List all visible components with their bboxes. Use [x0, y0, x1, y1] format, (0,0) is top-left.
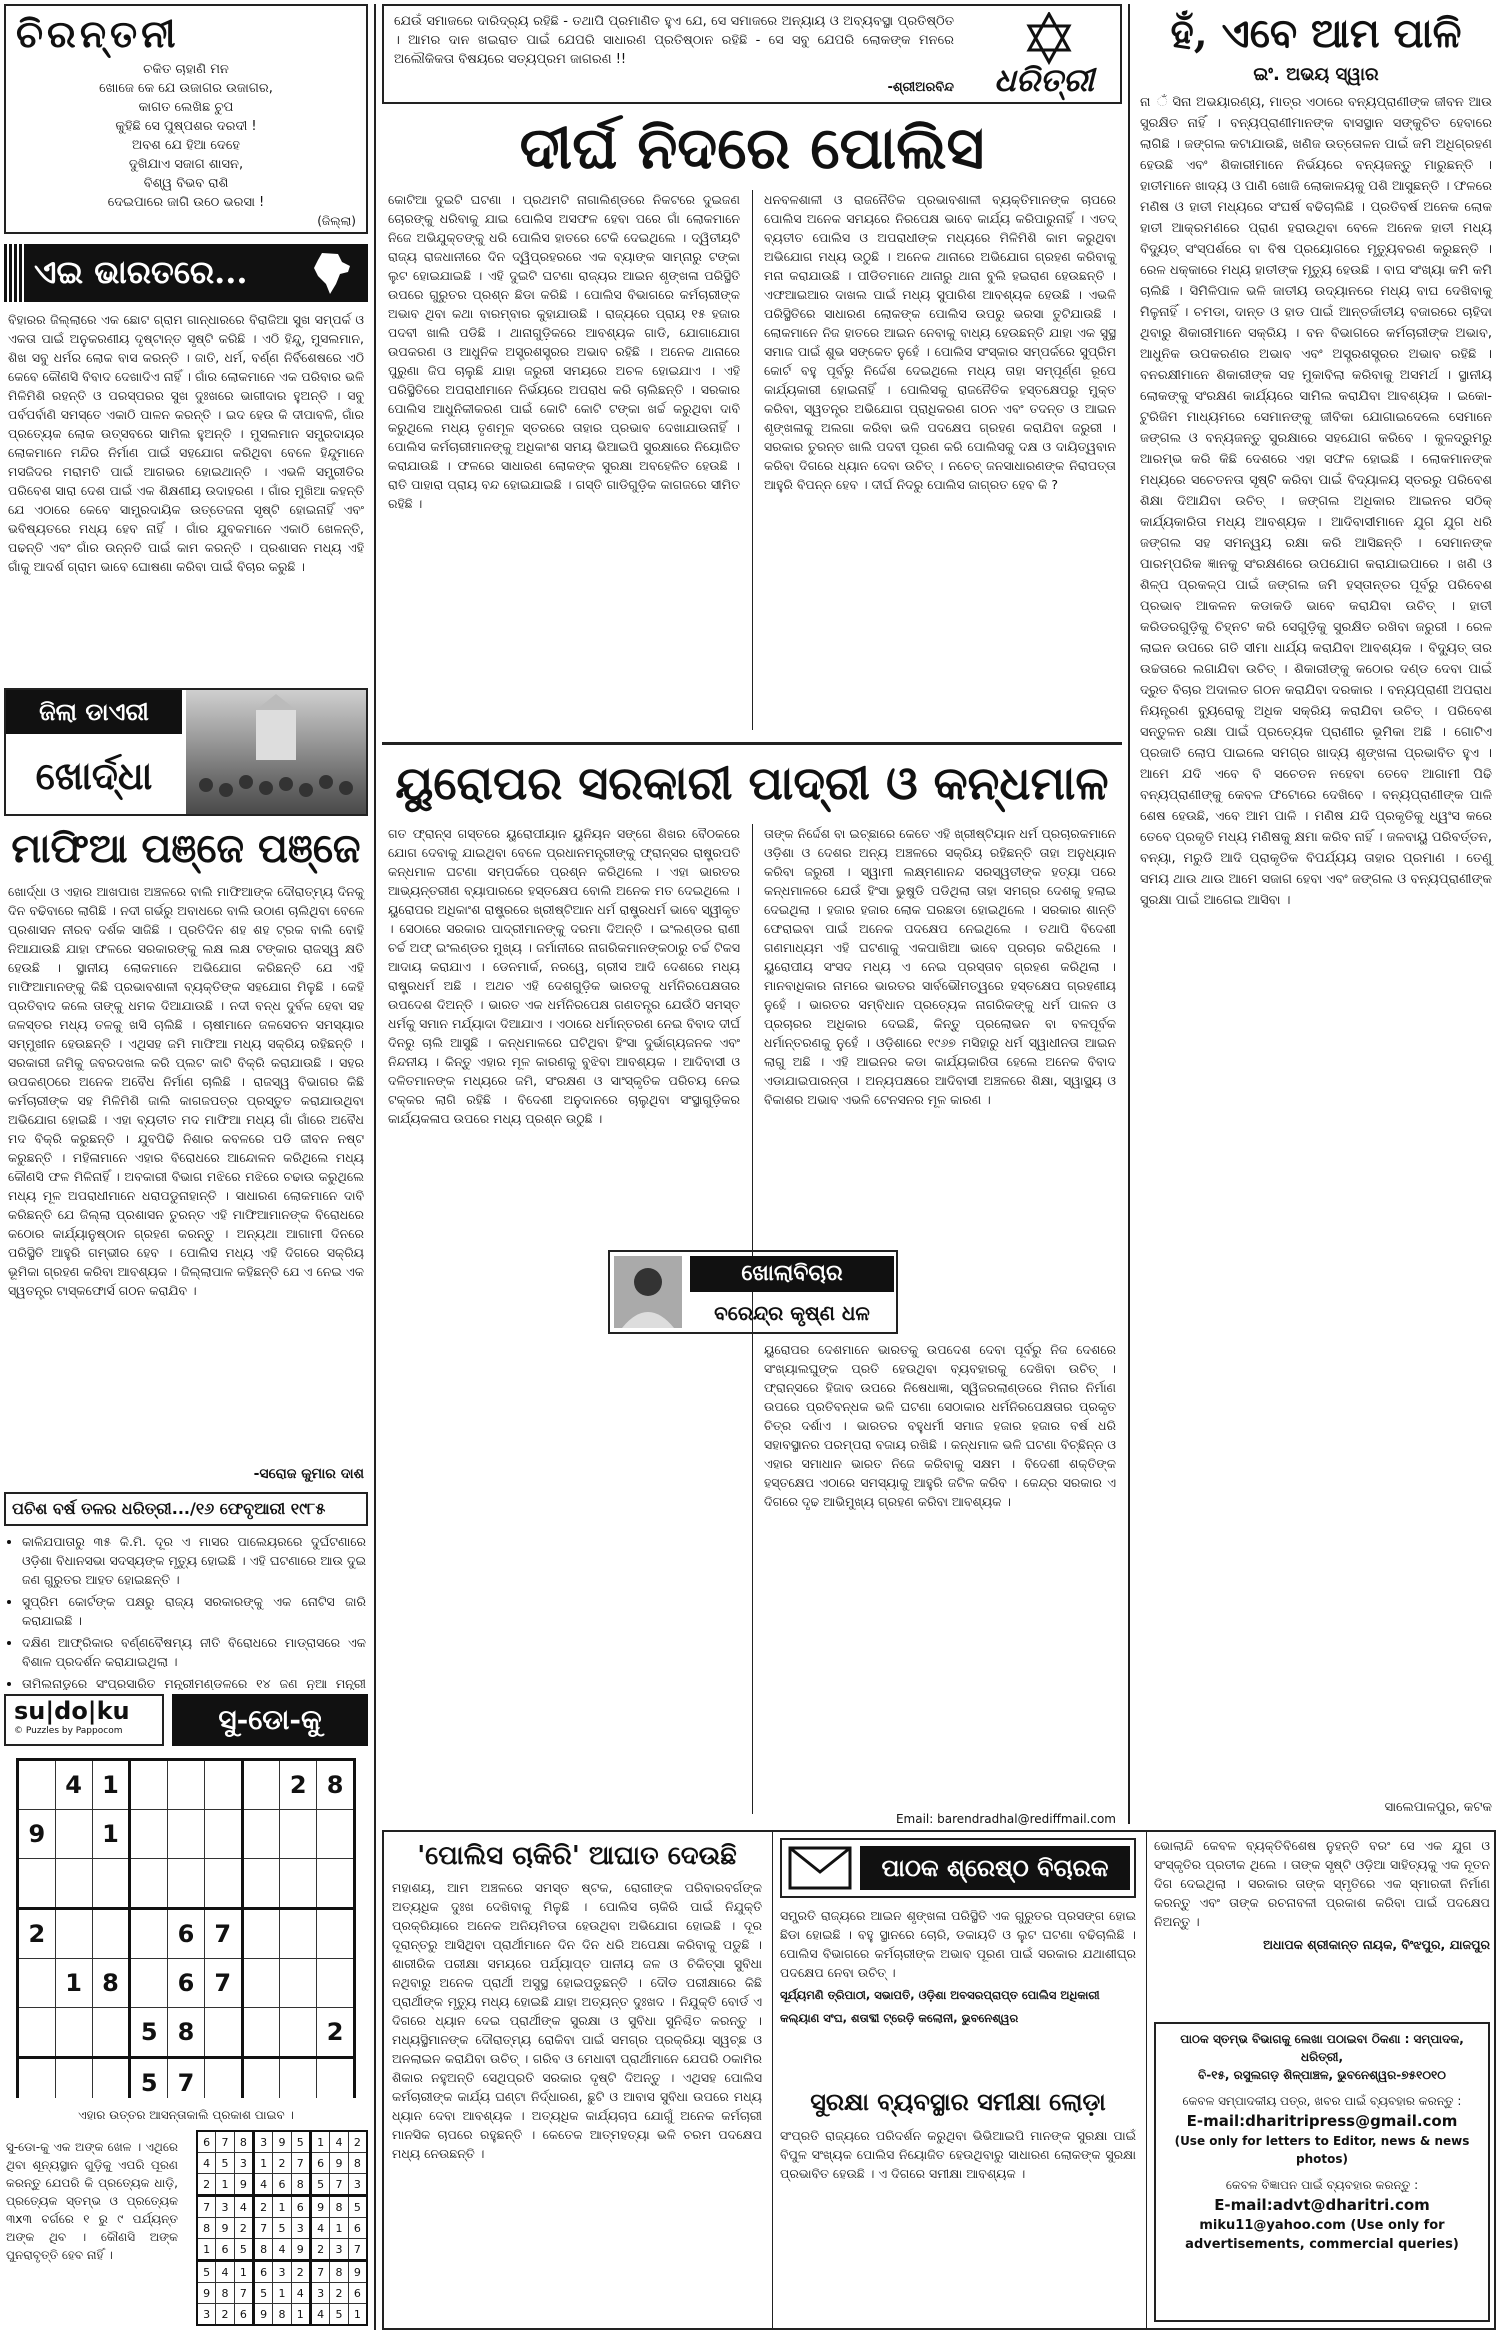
sudoku-cell[interactable]: 6: [168, 1959, 205, 2008]
editorial-col-1: [384, 190, 744, 736]
sudoku-prev-cell: 3: [348, 2174, 367, 2196]
sudoku-prev-cell: 7: [234, 2283, 253, 2304]
sudoku-cell[interactable]: [55, 2058, 92, 2099]
sudoku-cell[interactable]: [280, 1909, 317, 1959]
right-headline: ହଁ, ଏବେ ଆମ ପାଳି: [1170, 10, 1462, 57]
sudoku-cell[interactable]: 2: [317, 2008, 355, 2058]
pachisha-item: • ସୁପ୍ରିମ କୋର୍ଟଙ୍କ ପକ୍ଷରୁ ରାଜ୍ୟ ସରକାରଙ୍କୁ ଏକ ନୋଟିସ ଜାରି କରାଯାଇଛି ।: [22, 1592, 366, 1630]
sudoku-cell[interactable]: [92, 2008, 130, 2058]
editorial-headline: ଦୀର୍ଘ ନିଦରେ ପୋଲିସ: [519, 114, 985, 182]
sudoku-header: [4, 1694, 368, 1746]
pathaka-headline2: ସୁରକ୍ଷା ବ୍ୟବସ୍ଥାର ସମୀକ୍ଷା ଲୋଡ଼ା: [810, 2087, 1106, 2116]
dharitri-masthead: ଧରିତ୍ରୀ: [994, 61, 1094, 99]
sudoku-prev-cell: 1: [197, 2239, 216, 2261]
sudoku-prev-cell: 2: [197, 2174, 216, 2196]
sudoku-prev-cell: 2: [330, 2283, 348, 2304]
sudoku-logo-sub: © Puzzles by Pappocom: [14, 1726, 123, 1736]
sudoku-prev-cell: 5: [291, 2131, 310, 2153]
contact-note1: କେବଳ ସମ୍ପାଦକୀୟ ପତ୍ର, ଖବର ପାଇଁ ବ୍ୟବହାର କରନ୍ତୁ :: [1182, 2094, 1462, 2108]
sudoku-cell[interactable]: [18, 2058, 56, 2099]
sudoku-prev-cell: 4: [197, 2153, 216, 2174]
sudoku-prev-cell: 4: [273, 2239, 291, 2261]
sudoku-prev-cell: 1: [348, 2304, 367, 2326]
sudoku-cell[interactable]: 8: [317, 1760, 355, 1810]
sudoku-prev-cell: 9: [234, 2174, 253, 2196]
ei-bharatare-body: ବିହାରର ଜିଲ୍ଲାରେ ଏକ ଛୋଟ ଗ୍ରାମ ଗାନ୍ଧାରରେ ବିରାଜିଆ ସୁଖ ସମ୍ପର୍କ ଓ ଏକତା ପାଇଁ ଅନୁକରଣୀୟ ଦୃଷ୍ଟାନ୍ତ ସୃଷ୍ଟି କରିଛି । ଏଠି ହିନ୍ଦୁ, ମୁସଲମାନ, ଶିଖ ସବୁ ଧର୍ମର ଲୋକ ବାସ କରନ୍ତି । ଜାତି, ଧର୍ମ, ବର୍ଣ୍ଣ ନିର୍ବିଶେଷରେ ଏଠି କେବେ କୌଣସି ବିବାଦ ଦେଖାଦିଏ ନାହିଁ । ଗାଁର ଲୋକମାନେ ଏକ ପରିବାର ଭଳି ମିଳିମିଶି ରହନ୍ତି ଓ ପରସ୍ପରର ସୁଖ ଦୁଃଖରେ ଭାଗୀଦାର ହୁଅନ୍ତି । ସବୁ ପର୍ବପର୍ବାଣି ସମସ୍ତେ ଏକାଠି ପାଳନ କରନ୍ତି । ଇଦ ହେଉ କି ଦୀପାବଳି, ଗାଁର ପ୍ରତ୍ୟେକ ଲୋକ ଉତ୍ସବରେ ସାମିଲ ହୁଅନ୍ତି । ମୁସଲମାନ ସମ୍ପ୍ରଦାୟର ଲୋକମାନେ ମନ୍ଦିର ନିର୍ମାଣ ପାଇଁ ସହଯୋଗ କରିଥିବା ବେଳେ ହିନ୍ଦୁମାନେ ମସଜିଦର ମରାମତି ପାଇଁ ଆଗଭର ହୋଇଥାନ୍ତି । ଏଭଳି ସମ୍ପ୍ରୀତିର ପରିବେଶ ସାରା ଦେଶ ପାଇଁ ଏକ ଶିକ୍ଷଣୀୟ ଉଦାହରଣ । ଗାଁର ମୁଖିଆ କହନ୍ତି ଯେ ଏଠାରେ କେବେ ସାମ୍ପ୍ରଦାୟିକ ଉତ୍ତେଜନା ସୃଷ୍ଟି ହୋଇନାହିଁ ଏବଂ ଭବିଷ୍ୟତରେ ମଧ୍ୟ ହେବ ନାହିଁ । ଗାଁର ଯୁବକମାନେ ଏକାଠି ଖେଳନ୍ତି, ପଢନ୍ତି ଏବଂ ଗାଁର ଉନ୍ନତି ପାଇଁ କାମ କରନ୍ତି । ପ୍ରଶାସନ ମଧ୍ୟ ଏହି ଗାଁକୁ ଆଦର୍ଶ ଗ୍ରାମ ଭାବେ ଘୋଷଣା କରିବା ପାଇଁ ବିଚାର କରୁଛି ।: [8, 312, 364, 574]
sudoku-cell[interactable]: 7: [204, 1959, 242, 2008]
contact-box: [1154, 2022, 1490, 2322]
europe-body-3: ୟୁରୋପର ଦେଶମାନେ ଭାରତକୁ ଉପଦେଶ ଦେବା ପୂର୍ବରୁ ନିଜ ଦେଶରେ ସଂଖ୍ୟାଲଘୁଙ୍କ ପ୍ରତି ହେଉଥିବା ବ୍ୟବହାରକୁ ଦେଖିବା ଉଚିତ୍ । ଫ୍ରାନ୍ସରେ ହିଜାବ ଉପରେ ନିଷେଧାଜ୍ଞା, ସ୍ୱିଜରଲାଣ୍ଡରେ ମିନାର ନିର୍ମାଣ ଉପରେ ପ୍ରତିବନ୍ଧକ ଭଳି ଘଟଣା ସେଠାକାର ଧର୍ମନିରପେକ୍ଷତାର ପ୍ରକୃତ ଚିତ୍ର ଦର୍ଶାଏ । ଭାରତର ବହୁଧର୍ମୀ ସମାଜ ହଜାର ହଜାର ବର୍ଷ ଧରି ସହାବସ୍ଥାନର ପରମ୍ପରା ବଜାୟ ରଖିଛି । କନ୍ଧମାଳ ଭଳି ଘଟଣା ବିଚ୍ଛିନ୍ନ ଓ ଏହାର ସମାଧାନ ଭାରତ ନିଜେ କରିବାକୁ ସକ୍ଷମ । ବିଦେଶୀ ଶକ୍ତିଙ୍କ ହସ୍ତକ୍ଷେପ ଏଠାରେ ସମସ୍ୟାକୁ ଆହୁରି ଜଟିଳ କରିବ । କେନ୍ଦ୍ର ସରକାର ଏ ଦିଗରେ ଦୃଢ ଆଭିମୁଖ୍ୟ ଗ୍ରହଣ କରିବା ଆବଶ୍ୟକ ।: [764, 1342, 1116, 1509]
sudoku-prev-cell: 6: [273, 2174, 291, 2196]
sudoku-cell[interactable]: [18, 1859, 56, 1909]
sudoku-cell[interactable]: [55, 1909, 92, 1959]
envelope-icon: [788, 1846, 852, 1890]
chirantani-line: ଖୋଜେ କେ ଯେ ଉଜାଗର ଉଜାଗର,: [99, 81, 273, 96]
sudoku-prev-cell: 8: [216, 2283, 234, 2304]
sudoku-prev-cell: 3: [310, 2283, 329, 2304]
sudoku-prev-cell: 3: [234, 2153, 253, 2174]
sudoku-prev-cell: 8: [253, 2239, 272, 2261]
chirantani-line: ଅବଶ ଯେ ହିଆ ଦେହେ: [132, 138, 240, 153]
zilla-diary-box: [4, 688, 368, 816]
pathaka-body2: ସଂପ୍ରତି ରାଜ୍ୟରେ ପରିଦର୍ଶନ କରୁଥିବା ଭିଭିଆଇପି ମାନଙ୍କ ସୁରକ୍ଷା ପାଇଁ ବିପୁଳ ସଂଖ୍ୟକ ପୋଲିସ ନିୟୋଜିତ ହେଉଥିବାରୁ ସାଧାରଣ ଲୋକଙ୍କ ସୁରକ୍ଷା ପ୍ରଭାବିତ ହେଉଛି । ଏ ଦିଗରେ ସମୀକ୍ଷା ଆବଶ୍ୟକ ।: [780, 2128, 1136, 2181]
sudoku-prev-cell: 7: [348, 2239, 367, 2261]
sudoku-prev-cell: 1: [216, 2174, 234, 2196]
ei-bharatare-banner: [4, 244, 368, 302]
police-job-headline: 'ପୋଲିସ ଚାକିରି' ଆଘାତ ଦେଉଛି: [417, 1841, 737, 1871]
sudoku-prev-grid: [196, 2130, 368, 2326]
ei-bharatare-body-wrap: [4, 308, 368, 682]
sudoku-cell[interactable]: 1: [92, 1760, 130, 1810]
right-byline: ଇଂ. ଅଭୟ ସ୍ୱାର: [1253, 64, 1379, 85]
quote-author: -ଶ୍ରୀଅରବିନ୍ଦ: [887, 80, 954, 95]
contact-note2: କେବଳ ବିଜ୍ଞାପନ ପାଇଁ ବ୍ୟବହାର କରନ୍ତୁ :: [1225, 2178, 1419, 2192]
sudoku-prev-cell: 7: [253, 2218, 272, 2239]
contact-email3[interactable]: miku11@yahoo.com (Use only for advertisements, commercial queries): [1185, 2218, 1459, 2252]
sudoku-prev-cell: 9: [216, 2218, 234, 2239]
chirantani-box: [4, 4, 368, 234]
sudoku-prev-cell: 6: [234, 2304, 253, 2326]
europe-author: ବରେନ୍ଦ୍ର କୃଷ୍ଣ ଧଳ: [714, 1301, 870, 1325]
sudoku-prev-cell: 8: [234, 2131, 253, 2153]
contact-email1-note: (Use only for letters to Editor, news & news photos): [1174, 2134, 1470, 2166]
sudoku-prev-cell: 7: [310, 2261, 329, 2283]
zilla-diary-photo: [186, 690, 368, 814]
sudoku-prev-cell: 1: [273, 2283, 291, 2304]
sudoku-cell[interactable]: 6: [168, 1909, 205, 1959]
pathaka-banner: [780, 1838, 1136, 1898]
police-job-body-wrap: [392, 1878, 762, 2322]
chirantani-line: ଦେଇପାରେ ଜାଗି ଉଠେ ଭରସା !: [107, 195, 265, 210]
sudoku-cell[interactable]: 1: [92, 1810, 130, 1859]
sudoku-cell[interactable]: 7: [168, 2058, 205, 2099]
sudoku-cell[interactable]: [242, 1909, 280, 1959]
chirantani-title: ଚିରନ୍ତନୀ: [16, 11, 180, 56]
pachisha-item: • କାଳିଯପାତାରୁ ୩୫ କି.ମି. ଦୂର ଏ ମାସର ପାଲେୟରରେ ଦୁର୍ଘଟଣାରେ ଓଡ଼ିଶା ବିଧାନସଭା ସଦସ୍ୟଙ୍କ ମୃତ୍ୟୁ ହୋଇଛି । ଏହି ଘଟଣାରେ ଆଉ ଦୁଇ ଜଣ ଗୁରୁତର ଆହତ ହୋଇଛନ୍ତି ।: [22, 1532, 366, 1589]
chirantani-line: ବିଶ୍ୱ ବିଭବ ରାଶି: [143, 176, 229, 191]
sudoku-prev-cell: 6: [216, 2239, 234, 2261]
sudoku-prev-cell: 4: [310, 2304, 329, 2326]
sudoku-prev-cell: 1: [291, 2304, 310, 2326]
sudoku-cell[interactable]: [18, 1959, 56, 2008]
sudoku-prev-cell: 8: [330, 2261, 348, 2283]
sudoku-prev-cell: 1: [310, 2131, 329, 2153]
sudoku-prev-cell: 6: [197, 2131, 216, 2153]
sudoku-cell[interactable]: [55, 1810, 92, 1859]
sudoku-cell[interactable]: [92, 1909, 130, 1959]
sudoku-cell[interactable]: [92, 2058, 130, 2099]
sudoku-cell[interactable]: [317, 1859, 355, 1909]
sudoku-cell[interactable]: [242, 1959, 280, 2008]
sudoku-prev-cell: 1: [234, 2261, 253, 2283]
europe-email: Email: barendradhal@rediffmail.com: [895, 1812, 1116, 1826]
sudoku-cell[interactable]: [55, 1859, 92, 1909]
zilla-diary-label: ଜିଲା ଡାଏରୀ: [6, 690, 182, 734]
sudoku-prev-cell: 7: [216, 2131, 234, 2153]
sudoku-grid[interactable]: [16, 1758, 356, 2098]
sudoku-prev-cell: 2: [291, 2261, 310, 2283]
sudoku-prev-cell: 3: [253, 2131, 272, 2153]
sudoku-prev-cell: 9: [273, 2131, 291, 2153]
pachisha-list-wrap: [4, 1530, 368, 1690]
sudoku-prev-cell: 9: [291, 2239, 310, 2261]
sudoku-cell[interactable]: [317, 1959, 355, 2008]
sudoku-cell[interactable]: [168, 1810, 205, 1859]
sudoku-cell[interactable]: [92, 1859, 130, 1909]
sudoku-prev-cell: 4: [330, 2131, 348, 2153]
sudoku-cell[interactable]: 5: [130, 2058, 168, 2099]
sudoku-cell[interactable]: [130, 1859, 168, 1909]
sudoku-cell[interactable]: [130, 1810, 168, 1859]
europe-col-2: [760, 824, 1120, 1244]
sudoku-cell[interactable]: [317, 1909, 355, 1959]
right-letter-signer: ଅଧାପକ ଶ୍ରୀକାନ୍ତ ନାୟକ, ବିଂଝପୁର, ଯାଜପୁର: [1263, 1937, 1490, 1952]
sudoku-cell[interactable]: 4: [55, 1760, 92, 1810]
sudoku-cell[interactable]: [280, 1859, 317, 1909]
mafia-body-wrap: [4, 880, 368, 1460]
right-letter-wrap: [1154, 1836, 1490, 2004]
letters-section: [382, 1830, 1496, 2330]
sudoku-cell[interactable]: [317, 2058, 355, 2099]
quote-text: ଯେଉଁ ସମାଜରେ ଦାରିଦ୍ର୍ୟ ରହିଛି - ତଥାପି ପ୍ରମାଣିତ ହୁଏ ଯେ, ସେ ସମାଜରେ ଅନ୍ୟାୟ ଓ ଅବ୍ୟବସ୍ଥା ପ୍ରତିଷ୍ଠିତ । ଆମର ଦାନ ଖଇରାତ ପାଇଁ ଯେପରି ସାଧାରଣ ପ୍ରତିଷ୍ଠାନ ରହିଛି - ସେ ସବୁ ଯେପରି ଲୋକଙ୍କ ମନରେ ଅଲୌକିକତା ବିଷୟରେ ସତ୍ୟପ୍ରମ ଜାଗରଣ !!: [394, 14, 954, 67]
sudoku-prev-cell: 9: [330, 2153, 348, 2174]
sudoku-prev-cell: 3: [273, 2261, 291, 2283]
sudoku-prev-cell: 5: [330, 2304, 348, 2326]
police-job-signer: ସୂର୍ଯ୍ୟମଣି ତ୍ରିପାଠୀ, ସଭାପତି, ଓଡ଼ିଶା ଅବସରପ୍ରାପ୍ତ ପୋଲିସ ଅଧିକାରୀ: [780, 1988, 1100, 2002]
sudoku-prev-cell: 5: [216, 2153, 234, 2174]
author-photo: [614, 1256, 682, 1328]
sudoku-cell[interactable]: [280, 2058, 317, 2099]
sudoku-prev-cell: 5: [234, 2239, 253, 2261]
sudoku-prev-cell: 5: [253, 2283, 272, 2304]
sudoku-cell[interactable]: [204, 1760, 242, 1810]
europe-headline: ୟୁରୋପର ସରକାରୀ ପାଦ୍ରୀ ଓ କନ୍ଧମାଳ: [395, 756, 1109, 810]
sudoku-cell[interactable]: [130, 1959, 168, 2008]
pathaka-body-wrap: [780, 1906, 1136, 2076]
sudoku-cell[interactable]: [317, 1810, 355, 1859]
sudoku-prev-cell: 4: [253, 2174, 272, 2196]
sudoku-prev-cell: 9: [310, 2196, 329, 2218]
sudoku-prev-cell: 8: [348, 2153, 367, 2174]
contact-intro: ପାଠକ ସ୍ତମ୍ଭ ବିଭାଗକୁ ଲେଖା ପଠାଇବା ଠିକଣା : ସମ୍ପାଦକ, ଧରିତ୍ରୀ,: [1180, 2032, 1464, 2064]
europe-col-3: [760, 1340, 1120, 1796]
sudoku-logo: su|do|ku: [14, 1697, 130, 1725]
sudoku-cell[interactable]: [18, 2008, 56, 2058]
sudoku-prev-cell: 6: [348, 2283, 367, 2304]
sudoku-prev-cell: 2: [310, 2239, 329, 2261]
sudoku-prev-cell: 9: [253, 2304, 272, 2326]
sudoku-prev-cell: 8: [291, 2174, 310, 2196]
khola-bichara-label: ଖୋଲାବିଚାର: [690, 1256, 894, 1292]
chirantani-line: ଦୁଖିଯାଏ ସଜାଗ ଶାସନ,: [128, 157, 244, 172]
pathaka-title: ପାଠକ ଶ୍ରେଷ୍ଠ ବିଚାରକ: [860, 1846, 1130, 1890]
sudoku-prev-cell: 6: [253, 2261, 272, 2283]
chirantani-line: କାଗତ ଲେଖିଛ ଚୁପ: [138, 100, 234, 115]
sudoku-cell[interactable]: [130, 1760, 168, 1810]
india-map-icon: [308, 250, 354, 296]
sudoku-answer-note: ଏହାର ଉତ୍ତର ଆସନ୍ତାକାଲି ପ୍ରକାଶ ପାଇବ ।: [78, 2108, 294, 2122]
chirantani-credit: (ଜିଲ୍ଲା): [317, 214, 356, 228]
sudoku-cell[interactable]: 9: [18, 1810, 56, 1859]
sudoku-cell[interactable]: [242, 1760, 280, 1810]
sudoku-cell[interactable]: 5: [130, 2008, 168, 2058]
sudoku-prev-cell: 7: [291, 2153, 310, 2174]
khola-bichara-box: [608, 1250, 898, 1334]
sudoku-cell[interactable]: [242, 2008, 280, 2058]
chirantani-line: ଚକିତ ଚାହାଣି ମନ: [143, 62, 229, 77]
sudoku-rules-wrap: [4, 2136, 180, 2332]
pachisha-title-box: [4, 1492, 368, 1526]
sudoku-cell[interactable]: [204, 1810, 242, 1859]
sudoku-prev-cell: 2: [253, 2196, 272, 2218]
police-job-signer2: କଲ୍ୟାଣ ସଂଘ, ଶତାବ୍ଦୀ ଟ୍ରେଡ଼ି କଲୋନୀ, ଭୁବନେଶ୍ୱର: [780, 2011, 1019, 2025]
sudoku-prev-cell: 5: [310, 2174, 329, 2196]
sudoku-cell[interactable]: [55, 2008, 92, 2058]
sudoku-cell[interactable]: [280, 1959, 317, 2008]
editorial-body-2: ଧନବଳଶାଳୀ ଓ ରାଜନୈତିକ ପ୍ରଭାବଶାଳୀ ବ୍ୟକ୍ତିମାନଙ୍କ ଚାପରେ ପୋଲିସ ଅନେକ ସମୟରେ ନିରପେକ୍ଷ ଭାବେ କାର୍ଯ୍ୟ କରିପାରୁନାହିଁ । ଏତଦ୍ ବ୍ୟତୀତ ପୋଲିସ ଓ ଅପରାଧୀଙ୍କ ମଧ୍ୟରେ ମିଳିମିଶି କାମ କରୁଥିବା ଅଭିଯୋଗ ମଧ୍ୟ ଉଠୁଛି । ଅନେକ ଥାନାରେ ଅଭିଯୋଗ ଗ୍ରହଣ କରିବାକୁ ମନା କରାଯାଉଛି । ପୀଡିତମାନେ ଥାନାରୁ ଥାନା ବୁଲି ହଇରାଣ ହେଉଛନ୍ତି । ଏଫଆଇଆର ଦାଖଲ ପାଇଁ ମଧ୍ୟ ସୁପାରିଶ ଆବଶ୍ୟକ ହେଉଛି । ଏଭଳି ପରିସ୍ଥିତିରେ ସାଧାରଣ ଲୋକଙ୍କ ପୋଲିସ ଉପରୁ ଭରସା ତୁଟିଯାଉଛି । ଲୋକମାନେ ନିଜ ହାତରେ ଆଇନ ନେବାକୁ ବାଧ୍ୟ ହେଉଛନ୍ତି ଯାହା ଏକ ସୁସ୍ଥ ସମାଜ ପାଇଁ ଶୁଭ ସଙ୍କେତ ନୁହେଁ । ପୋଲିସ ସଂସ୍କାର ସମ୍ପର୍କରେ ସୁପ୍ରିମ କୋର୍ଟ ବହୁ ପୂର୍ବରୁ ନିର୍ଦ୍ଦେଶ ଦେଇଥିଲେ ମଧ୍ୟ ତାହା ସମ୍ପୂର୍ଣ୍ଣ ରୂପେ କାର୍ଯ୍ୟକାରୀ ହୋଇନାହିଁ । ପୋଲିସକୁ ରାଜନୈତିକ ହସ୍ତକ୍ଷେପରୁ ମୁକ୍ତ କରିବା, ସ୍ୱତନ୍ତ୍ର ଅଭିଯୋଗ ପ୍ରାଧିକରଣ ଗଠନ ଏବଂ ତଦନ୍ତ ଓ ଆଇନ ଶୃଙ୍ଖଳାକୁ ଅଲଗା କରିବା ଭଳି ପଦକ୍ଷେପ ଗ୍ରହଣ କରାଯିବା ଜରୁରୀ । ସରକାର ତୁରନ୍ତ ଖାଲି ପଦବୀ ପୂରଣ କରି ପୋଲିସକୁ ଦକ୍ଷ ଓ ଦାୟିତ୍ୱବାନ କରିବା ଦିଗରେ ଧ୍ୟାନ ଦେବା ଉଚିତ୍ । ନଚେତ୍ ଜନସାଧାରଣଙ୍କ ନିରାପତ୍ତା ଆହୁରି ବିପନ୍ନ ହେବ । ଦୀର୍ଘ ନିଦରୁ ପୋଲିସ ଜାଗ୍ରତ ହେବ କି ?: [764, 192, 1116, 492]
sudoku-rules: ସୁ-ଡୋ-କୁ ଏକ ଅଙ୍କ ଖେଳ । ଏଥିରେ ଥିବା ଶୂନ୍ୟସ୍ଥାନ ଗୁଡ଼ିକୁ ଏପରି ପୂରଣ କରନ୍ତୁ ଯେପରି କି ପ୍ରତ୍ୟେକ ଧାଡ଼ି, ପ୍ରତ୍ୟେକ ସ୍ତମ୍ଭ ଓ ପ୍ରତ୍ୟେକ ୩x୩ ବର୍ଗରେ ୧ ରୁ ୯ ପର୍ଯ୍ୟନ୍ତ ଅଙ୍କ ଥିବ । କୌଣସି ଅଙ୍କ ପୁନରାବୃତ୍ତି ହେବ ନାହିଁ ।: [6, 2140, 178, 2262]
sudoku-cell[interactable]: 8: [92, 1959, 130, 2008]
sudoku-prev-cell: 3: [216, 2196, 234, 2218]
sudoku-cell[interactable]: [18, 1760, 56, 1810]
sudoku-prev-cell: 6: [291, 2196, 310, 2218]
sudoku-cell[interactable]: [204, 1859, 242, 1909]
mafia-headline: ମାଫିଆ ପଞ୍ଜେ ପଞ୍ଜେ: [11, 825, 361, 872]
sudoku-prev-cell: 2: [273, 2153, 291, 2174]
sudoku-prev-cell: 1: [330, 2218, 348, 2239]
sudoku-prev-cell: 9: [197, 2283, 216, 2304]
sudoku-prev-cell: 8: [273, 2304, 291, 2326]
pachisha-list: [6, 1532, 366, 1690]
sudoku-prev-cell: 7: [330, 2174, 348, 2196]
right-signoff: ସାଲେପାଳପୁର, କଟକ: [1384, 1800, 1492, 1815]
contact-email2[interactable]: E-mail:advt@dharitri.com: [1214, 2196, 1430, 2214]
sudoku-prev-cell: 4: [216, 2261, 234, 2283]
right-letter-body: ଭୋଲାନ୍ଦି କେବଳ ବ୍ୟକ୍ତିବିଶେଷ ନୁହନ୍ତି ବରଂ ସେ ଏକ ଯୁଗ ଓ ସଂସ୍କୃତିର ପ୍ରତୀକ ଥିଲେ । ତାଙ୍କ ସୃଷ୍ଟି ଓଡ଼ିଆ ସାହିତ୍ୟକୁ ଏକ ନୂତନ ଦିଗ ଦେଇଥିଲା । ସରକାର ତାଙ୍କ ସ୍ମୃତିରେ ଏକ ସ୍ମାରକୀ ନିର୍ମାଣ କରନ୍ତୁ ଏବଂ ତାଙ୍କ ରଚନାବଳୀ ପ୍ରକାଶ କରିବା ପାଇଁ ପଦକ୍ଷେପ ନିଅନ୍ତୁ ।: [1154, 1838, 1490, 1929]
chirantani-author: [16, 231, 356, 234]
sudoku-cell[interactable]: [242, 2058, 280, 2099]
chirantani-lines: [16, 60, 356, 212]
sudoku-prev-cell: 4: [291, 2283, 310, 2304]
sudoku-cell[interactable]: 2: [280, 1760, 317, 1810]
sudoku-cell[interactable]: 7: [204, 1909, 242, 1959]
pachisha-item: • ଦକ୍ଷିଣ ଆଫ୍ରିକାର ବର୍ଣ୍ଣବୈଷମ୍ୟ ନୀତି ବିରୋଧରେ ମାଡ୍ରାସରେ ଏକ ବିଶାଳ ପ୍ରଦର୍ଶନ କରାଯାଇଥିଲା ।: [22, 1633, 366, 1671]
sudoku-prev-cell: 2: [216, 2304, 234, 2326]
sudoku-prev-cell: 5: [197, 2261, 216, 2283]
europe-body-1: ଗତ ଫ୍ରାନ୍ସ ଗସ୍ତରେ ୟୁରୋପୀୟାନ ୟୁନିୟନ ସଙ୍ଗେ ଶିଖର ବୈଠକରେ ଯୋଗ ଦେବାକୁ ଯାଇଥିବା ବେଳେ ପ୍ରଧାନମନ୍ତ୍ରୀଙ୍କୁ ଫ୍ରାନ୍ସର ରାଷ୍ଟ୍ରପତି କନ୍ଧମାଳ ଘଟଣା ସମ୍ପର୍କରେ ପ୍ରଶ୍ନ କରିଥିଲେ । ଏହା ଭାରତର ଆଭ୍ୟନ୍ତରୀଣ ବ୍ୟାପାରରେ ହସ୍ତକ୍ଷେପ ବୋଲି ଅନେକ ମତ ଦେଇଥିଲେ । ୟୁରୋପର ଅଧିକାଂଶ ରାଷ୍ଟ୍ରରେ ଖ୍ରୀଷ୍ଟିଆନ ଧର୍ମ ରାଷ୍ଟ୍ରଧର୍ମ ଭାବେ ସ୍ୱୀକୃତ । ସେଠାରେ ସରକାର ପାଦ୍ରୀମାନଙ୍କୁ ଦରମା ଦିଅନ୍ତି । ଇଂଲଣ୍ଡର ରାଣୀ ଚର୍ଚ୍ଚ ଅଫ୍ ଇଂଲଣ୍ଡର ମୁଖ୍ୟ । ଜର୍ମାନୀରେ ନାଗରିକମାନଙ୍କଠାରୁ ଚର୍ଚ୍ଚ ଟିକସ ଆଦାୟ କରାଯାଏ । ଡେନମାର୍କ, ନରୱେ, ଗ୍ରୀସ ଆଦି ଦେଶରେ ମଧ୍ୟ ରାଷ୍ଟ୍ରଧର୍ମ ଅଛି । ଅଥଚ ଏହି ଦେଶଗୁଡ଼ିକ ଭାରତକୁ ଧର୍ମନିରପେକ୍ଷତାର ଉପଦେଶ ଦିଅନ୍ତି । ଭାରତ ଏକ ଧର୍ମନିରପେକ୍ଷ ଗଣତନ୍ତ୍ର ଯେଉଁଠି ସମସ୍ତ ଧର୍ମକୁ ସମାନ ମର୍ଯ୍ୟାଦା ଦିଆଯାଏ । ଏଠାରେ ଧର୍ମାନ୍ତରଣ ନେଇ ବିବାଦ ଦୀର୍ଘ ଦିନରୁ ଚାଲି ଆସୁଛି । କନ୍ଧମାଳରେ ଘଟିଥିବା ହିଂସା ଦୁର୍ଭାଗ୍ୟଜନକ ଏବଂ ନିନ୍ଦନୀୟ । କିନ୍ତୁ ଏହାର ମୂଳ କାରଣକୁ ବୁଝିବା ଆବଶ୍ୟକ । ଆଦିବାସୀ ଓ ଦଳିତମାନଙ୍କ ମଧ୍ୟରେ ଜମି, ସଂରକ୍ଷଣ ଓ ସାଂସ୍କୃତିକ ପରିଚୟ ନେଇ ଟକ୍କର ଲାଗି ରହିଛି । ବିଦେଶୀ ଅନୁଦାନରେ ଚାଲୁଥିବା ସଂସ୍ଥାଗୁଡ଼ିକର କାର୍ଯ୍ୟକଳାପ ଉପରେ ମଧ୍ୟ ପ୍ରଶ୍ନ ଉଠୁଛି ।: [388, 826, 740, 1126]
europe-body-2: ତାଙ୍କ ନିର୍ଦ୍ଦେଶ ବା ଇଚ୍ଛାରେ କେତେ ଏହି ଖ୍ରୀଷ୍ଟିୟାନ ଧର୍ମ ପ୍ରଚାରକମାନେ ଓଡ଼ିଶା ଓ ଦେଶର ଅନ୍ୟ ଅଞ୍ଚଳରେ ସକ୍ରିୟ ରହିଛନ୍ତି ତାହା ଅନୁଧ୍ୟାନ କରିବା ଜରୁରୀ । ସ୍ୱାମୀ ଲକ୍ଷ୍ମଣାନନ୍ଦ ସରସ୍ୱତୀଙ୍କ ହତ୍ୟା ପରେ କନ୍ଧମାଳରେ ଯେଉଁ ହିଂସା ଭୁଷୁଡି ପଡିଥିଲା ତାହା ସମଗ୍ର ଦେଶକୁ ହଲାଇ ଦେଇଥିଲା । ହଜାର ହଜାର ଲୋକ ଘରଛଡା ହୋଇଥିଲେ । ସରକାର ଶାନ୍ତି ଫେରାଇବା ପାଇଁ ଅନେକ ପଦକ୍ଷେପ ନେଇଥିଲେ । ତଥାପି ବିଦେଶୀ ଗଣମାଧ୍ୟମ ଏହି ଘଟଣାକୁ ଏକପାଖିଆ ଭାବେ ପ୍ରଚାର କରିଥିଲେ । ୟୁରୋପୀୟ ସଂସଦ ମଧ୍ୟ ଏ ନେଇ ପ୍ରସ୍ତାବ ଗ୍ରହଣ କରିଥିଲା । ମାନବାଧିକାର ନାମରେ ଭାରତର ସାର୍ବଭୌମତ୍ୱରେ ହସ୍ତକ୍ଷେପ ଗ୍ରହଣୀୟ ନୁହେଁ । ଭାରତର ସମ୍ବିଧାନ ପ୍ରତ୍ୟେକ ନାଗରିକଙ୍କୁ ଧର୍ମ ପାଳନ ଓ ପ୍ରଚାରର ଅଧିକାର ଦେଇଛି, କିନ୍ତୁ ପ୍ରଲୋଭନ ବା ବଳପୂର୍ବକ ଧର୍ମାନ୍ତରଣକୁ ନୁହେଁ । ଓଡ଼ିଶାରେ ୧୯୬୭ ମସିହାରୁ ଧର୍ମ ସ୍ୱାଧୀନତା ଆଇନ ଲାଗୁ ଅଛି । ଏହି ଆଇନର କଡା କାର୍ଯ୍ୟକାରିତା ହେଲେ ଅନେକ ବିବାଦ ଏଡାଯାଇପାରନ୍ତା । ଅନ୍ୟପକ୍ଷରେ ଆଦିବାସୀ ଅଞ୍ଚଳରେ ଶିକ୍ଷା, ସ୍ୱାସ୍ଥ୍ୟ ଓ ବିକାଶର ଅଭାବ ଏଭଳି ଟେନସନର ମୂଳ କାରଣ ।: [764, 826, 1116, 1107]
sudoku-prev-cell: 2: [348, 2131, 367, 2153]
sudoku-prev-cell: 6: [310, 2153, 329, 2174]
mafia-body: ଖୋର୍ଦ୍ଧା ଓ ଏହାର ଆଖପାଖ ଅଞ୍ଚଳରେ ବାଲି ମାଫିଆଙ୍କ ଦୌରାତ୍ମ୍ୟ ଦିନକୁ ଦିନ ବଢିବାରେ ଲାଗିଛି । ନଦୀ ଗର୍ଭରୁ ଅବାଧରେ ବାଲି ଉଠାଣ ଚାଲିଥିବା ବେଳେ ପ୍ରଶାସନ ନୀରବ ଦର୍ଶକ ସାଜିଛି । ପ୍ରତିଦିନ ଶହ ଶହ ଟ୍ରକ ବାଲି ବୋହି ନିଆଯାଉଛି ଯାହା ଫଳରେ ସରକାରଙ୍କୁ ଲକ୍ଷ ଲକ୍ଷ ଟଙ୍କାର ରାଜସ୍ୱ କ୍ଷତି ହେଉଛି । ସ୍ଥାନୀୟ ଲୋକମାନେ ଅଭିଯୋଗ କରିଛନ୍ତି ଯେ ଏହି ମାଫିଆମାନଙ୍କୁ କିଛି ପ୍ରଭାବଶାଳୀ ବ୍ୟକ୍ତିଙ୍କ ସହଯୋଗ ମିଳୁଛି । କେହି ପ୍ରତିବାଦ କଲେ ତାଙ୍କୁ ଧମକ ଦିଆଯାଉଛି । ନଦୀ ବନ୍ଧ ଦୁର୍ବଳ ହେବା ସହ ଜଳସ୍ତର ମଧ୍ୟ ତଳକୁ ଖସି ଚାଲିଛି । ଚାଷୀମାନେ ଜଳସେଚନ ସମସ୍ୟାର ସମ୍ମୁଖୀନ ହେଉଛନ୍ତି । ଏଥିସହ ଜମି ମାଫିଆ ମଧ୍ୟ ସକ୍ରିୟ ରହିଛନ୍ତି । ସରକାରୀ ଜମିକୁ ଜବରଦଖଲ କରି ପ୍ଲଟ କାଟି ବିକ୍ରି କରାଯାଉଛି । ସହର ଉପକଣ୍ଠରେ ଅନେକ ଅବୈଧ ନିର୍ମାଣ ଚାଲିଛି । ରାଜସ୍ୱ ବିଭାଗର କିଛି କର୍ମଚାରୀଙ୍କ ସହ ମିଳିମିଶି ଜାଲି କାଗଜପତ୍ର ପ୍ରସ୍ତୁତ କରାଯାଉଥିବା ଅଭିଯୋଗ ହୋଇଛି । ଏହା ବ୍ୟତୀତ ମଦ ମାଫିଆ ମଧ୍ୟ ଗାଁ ଗାଁରେ ଅବୈଧ ମଦ ବିକ୍ରି କରୁଛନ୍ତି । ଯୁବପିଢି ନିଶାର କବଳରେ ପଡି ଜୀବନ ନଷ୍ଟ କରୁଛନ୍ତି । ମହିଳାମାନେ ଏହାର ବିରୋଧରେ ଆନ୍ଦୋଳନ କରିଥିଲେ ମଧ୍ୟ କୌଣସି ଫଳ ମିଳିନାହିଁ । ଅବକାରୀ ବିଭାଗ ମଝିରେ ମଝିରେ ଚଢାଉ କରୁଥିଲେ ମଧ୍ୟ ମୂଳ ଅପରାଧୀମାନେ ଧରାପଡୁନାହାନ୍ତି । ସାଧାରଣ ଲୋକମାନେ ଦାବି କରିଛନ୍ତି ଯେ ଜିଲ୍ଲା ପ୍ରଶାସନ ତୁରନ୍ତ ଏହି ମାଫିଆମାନଙ୍କ ବିରୋଧରେ କଠୋର କାର୍ଯ୍ୟାନୁଷ୍ଠାନ ଗ୍ରହଣ କରନ୍ତୁ । ଅନ୍ୟଥା ଆଗାମୀ ଦିନରେ ପରିସ୍ଥିତି ଆହୁରି ଗମ୍ଭୀର ହେବ । ପୋଲିସ ମଧ୍ୟ ଏହି ଦିଗରେ ସକ୍ରିୟ ଭୂମିକା ଗ୍ରହଣ କରିବା ଆବଶ୍ୟକ । ଜିଲ୍ଲାପାଳ କହିଛନ୍ତି ଯେ ଏ ନେଇ ଏକ ସ୍ୱତନ୍ତ୍ର ଟାସ୍କଫୋର୍ସ ଗଠନ କରାଯିବ ।: [8, 884, 364, 1298]
pachisha-title: ପଚିଶ ବର୍ଷ ତଳର ଧରିତ୍ରୀ.../୧୬ ଫେବୃଆରୀ ୧୯୮୫: [12, 1499, 326, 1518]
sudoku-prev-cell: 6: [348, 2218, 367, 2239]
sudoku-prev-wrap: [196, 2130, 368, 2330]
pathaka-body2-wrap: [780, 2126, 1136, 2322]
sudoku-prev-cell: 1: [273, 2196, 291, 2218]
sudoku-prev-cell: 5: [348, 2196, 367, 2218]
sudoku-cell[interactable]: [204, 2058, 242, 2099]
ei-bharatare-title: ଏଇ ଭାରତରେ...: [34, 253, 248, 291]
mafia-author: -ସରୋଜ କୁମାର ଦାଶ: [253, 1466, 364, 1482]
sudoku-cell[interactable]: 8: [168, 2008, 205, 2058]
editorial-body-1: କୋଟିଆ ଦୁଇଟି ଘଟଣା । ପ୍ରଥମଟି ନାଗାଲିଣ୍ଡରେ ନିକଟରେ ଦୁଇଜଣ ଚୋରଙ୍କୁ ଧରିବାକୁ ଯାଇ ପୋଲିସ ଅସଫଳ ହେବା ପରେ ଗାଁ ଲୋକମାନେ ନିଜେ ଅଭିଯୁକ୍ତଙ୍କୁ ଧରି ପୋଲିସ ହାତରେ ଟେକି ଦେଇଥିଲେ । ଦ୍ୱିତୀୟଟି ରାଜ୍ୟ ରାଜଧାନୀରେ ଦିନ ଦ୍ୱିପ୍ରହରରେ ଏକ ବ୍ୟାଙ୍କ ସାମ୍ନାରୁ ଟଙ୍କା ଲୁଟ ହୋଇଯାଇଛି । ଏହି ଦୁଇଟି ଘଟଣା ରାଜ୍ୟର ଆଇନ ଶୃଙ୍ଖଳା ପରିସ୍ଥିତି ଉପରେ ଗୁରୁତର ପ୍ରଶ୍ନ ଛିଡା କରିଛି । ପୋଲିସ ବିଭାଗରେ କର୍ମଚାରୀଙ୍କ ଅଭାବ ଥିବା କଥା ବାରମ୍ବାର କୁହାଯାଉଛି । ରାଜ୍ୟରେ ପ୍ରାୟ ୧୫ ହଜାର ପଦବୀ ଖାଲି ପଡିଛି । ଥାନାଗୁଡ଼ିକରେ ଆବଶ୍ୟକ ଗାଡି, ଯୋଗାଯୋଗ ଉପକରଣ ଓ ଆଧୁନିକ ଅସ୍ତ୍ରଶସ୍ତ୍ରର ଅଭାବ ରହିଛି । ଅନେକ ଥାନାରେ ପୁରୁଣା ଜିପ ଚାଲୁଛି ଯାହା ଜରୁରୀ ସମୟରେ ଅଚଳ ହୋଇଯାଏ । ଏହି ପରିସ୍ଥିତିରେ ଅପରାଧୀମାନେ ନିର୍ଭୟରେ ଅପରାଧ କରି ଚାଲିଛନ୍ତି । ସରକାର ପୋଲିସ ଆଧୁନିକୀକରଣ ପାଇଁ କୋଟି କୋଟି ଟଙ୍କା ଖର୍ଚ୍ଚ କରୁଥିବା ଦାବି କରୁଥିଲେ ମଧ୍ୟ ତୃଣମୂଳ ସ୍ତରରେ ତାହାର ପ୍ରଭାବ ଦେଖାଯାଉନାହିଁ । ପୋଲିସ କର୍ମଚାରୀମାନଙ୍କୁ ଅଧିକାଂଶ ସମୟ ଭିଆଇପି ସୁରକ୍ଷାରେ ନିୟୋଜିତ କରାଯାଉଛି । ଫଳରେ ସାଧାରଣ ଲୋକଙ୍କ ସୁରକ୍ଷା ଅବହେଳିତ ହେଉଛି । ରାତି ପାହାରା ପ୍ରାୟ ବନ୍ଦ ହୋଇଯାଇଛି । ଗସ୍ତି ଗାଡିଗୁଡ଼ିକ କାଗଜରେ ସୀମିତ ରହିଛି ।: [388, 192, 740, 511]
sudoku-grid-wrap: [16, 1758, 356, 2098]
sudoku-prev-cell: 3: [330, 2239, 348, 2261]
sudoku-cell[interactable]: 1: [55, 1959, 92, 2008]
sudoku-prev-cell: 4: [310, 2218, 329, 2239]
sudoku-prev-cell: 3: [291, 2218, 310, 2239]
chirantani-line: କୁହିଛି ସେ ପୁଷ୍ପଶର ଦରଦୀ !: [115, 119, 257, 134]
zilla-diary-district: ଖୋର୍ଦ୍ଧା: [35, 753, 153, 798]
sudoku-prev-cell: 1: [253, 2153, 272, 2174]
right-body-wrap: [1136, 92, 1496, 1792]
quote-box: [382, 4, 1122, 104]
sudoku-cell[interactable]: [242, 1810, 280, 1859]
sudoku-cell[interactable]: [280, 1810, 317, 1859]
sudoku-prev-cell: 2: [234, 2218, 253, 2239]
right-body: ନା ଁ ସିନା ଅଭୟାରଣ୍ୟ, ମାତ୍ର ଏଠାରେ ବନ୍ୟପ୍ରାଣୀଙ୍କ ଜୀବନ ଆଉ ସୁରକ୍ଷିତ ନାହିଁ । ବନ୍ୟପ୍ରାଣୀମାନଙ୍କ ବାସସ୍ଥାନ ସଙ୍କୁଚିତ ହେବାରେ ଲାଗିଛି । ଜଙ୍ଗଲ କଟାଯାଉଛି, ଖଣିଜ ଉତ୍ତୋଳନ ପାଇଁ ଜମି ଅଧିଗ୍ରହଣ ହେଉଛି ଏବଂ ଶିକାରୀମାନେ ନିର୍ଭୟରେ ବନ୍ୟଜନ୍ତୁ ମାରୁଛନ୍ତି । ହାତୀମାନେ ଖାଦ୍ୟ ଓ ପାଣି ଖୋଜି ଲୋକାଳୟକୁ ପଶି ଆସୁଛନ୍ତି । ଫଳରେ ମଣିଷ ଓ ହାତୀ ମଧ୍ୟରେ ସଂଘର୍ଷ ବଢିଚାଲିଛି । ପ୍ରତିବର୍ଷ ଅନେକ ଲୋକ ହାତୀ ଆକ୍ରମଣରେ ପ୍ରାଣ ହରାଉଥିବା ବେଳେ ଅନେକ ହାତୀ ମଧ୍ୟ ବିଦ୍ୟୁତ୍ ସଂସ୍ପର୍ଶରେ ବା ବିଷ ପ୍ରୟୋଗରେ ମୃତ୍ୟୁବରଣ କରୁଛନ୍ତି । ରେଳ ଧକ୍କାରେ ମଧ୍ୟ ହାତୀଙ୍କ ମୃତ୍ୟୁ ହେଉଛି । ବାଘ ସଂଖ୍ୟା କମି କମି ଚାଲିଛି । ସିମିଳିପାଳ ଭଳି ଜାତୀୟ ଉଦ୍ୟାନରେ ମଧ୍ୟ ବାଘ ଦେଖିବାକୁ ମିଳୁନାହିଁ । ଚମଡା, ଦାନ୍ତ ଓ ହାଡ ପାଇଁ ଆନ୍ତର୍ଜାତୀୟ ବଜାରରେ ଚାହିଦା ଥିବାରୁ ଶିକାରୀମାନେ ସକ୍ରିୟ । ବନ ବିଭାଗରେ କର୍ମଚାରୀଙ୍କ ଅଭାବ, ଆଧୁନିକ ଉପକରଣର ଅଭାବ ଏବଂ ଅସ୍ତ୍ରଶସ୍ତ୍ରର ଅଭାବ ରହିଛି । ବନରକ୍ଷୀମାନେ ଶିକାରୀଙ୍କ ସହ ମୁକାବିଲା କରିବାକୁ ଅସମର୍ଥ । ସ୍ଥାନୀୟ ଲୋକଙ୍କୁ ସଂରକ୍ଷଣ କାର୍ଯ୍ୟରେ ସାମିଲ କରାଯିବା ଆବଶ୍ୟକ । ଇକୋ-ଟୁରିଜିମ ମାଧ୍ୟମରେ ସେମାନଙ୍କୁ ଜୀବିକା ଯୋଗାଇଦେଲେ ସେମାନେ ଜଙ୍ଗଲ ଓ ବନ୍ୟଜନ୍ତୁ ସୁରକ୍ଷାରେ ସହଯୋଗ କରିବେ । କୁଳଦ୍ରୁମରୁ ଆରମ୍ଭ କରି କିଛି ଦେଶରେ ଏହା ସଫଳ ହୋଇଛି । ଲୋକମାନଙ୍କ ମଧ୍ୟରେ ସଚେତନତା ସୃଷ୍ଟି କରିବା ପାଇଁ ବିଦ୍ୟାଳୟ ସ୍ତରରୁ ପରିବେଶ ଶିକ୍ଷା ଦିଆଯିବା ଉଚିତ୍ । ଜଙ୍ଗଲ ଅଧିକାର ଆଇନର ସଠିକ୍ କାର୍ଯ୍ୟକାରିତା ମଧ୍ୟ ଆବଶ୍ୟକ । ଆଦିବାସୀମାନେ ଯୁଗ ଯୁଗ ଧରି ଜଙ୍ଗଲ ସହ ସମନ୍ୱୟ ରକ୍ଷା କରି ଆସିଛନ୍ତି । ସେମାନଙ୍କ ପାରମ୍ପରିକ ଜ୍ଞାନକୁ ସଂରକ୍ଷଣରେ ଉପଯୋଗ କରାଯାଇପାରେ । ଖଣି ଓ ଶିଳ୍ପ ପ୍ରକଳ୍ପ ପାଇଁ ଜଙ୍ଗଲ ଜମି ହସ୍ତାନ୍ତର ପୂର୍ବରୁ ପରିବେଶ ପ୍ରଭାବ ଆକଳନ କଡାକଡି ଭାବେ କରାଯିବା ଉଚିତ୍ । ହାତୀ କରିଡରଗୁଡ଼ିକୁ ଚିହ୍ନଟ କରି ସେଗୁଡ଼ିକୁ ସୁରକ୍ଷିତ ରଖିବା ଜରୁରୀ । ରେଳ ଲାଇନ ଉପରେ ଗତି ସୀମା ଧାର୍ଯ୍ୟ କରାଯିବା ଆବଶ୍ୟକ । ବିଦ୍ୟୁତ୍ ତାର ଉଚ୍ଚତାରେ ଲଗାଯିବା ଉଚିତ୍ । ଶିକାରୀଙ୍କୁ କଠୋର ଦଣ୍ଡ ଦେବା ପାଇଁ ଦ୍ରୁତ ବିଚାର ଅଦାଲତ ଗଠନ କରାଯିବା ଦରକାର । ବନ୍ୟପ୍ରାଣୀ ଅପରାଧ ନିୟନ୍ତ୍ରଣ ବ୍ୟୁରୋକୁ ଅଧିକ ସକ୍ରିୟ କରାଯିବା ଉଚିତ୍ । ପରିବେଶ ସନ୍ତୁଳନ ରକ୍ଷା ପାଇଁ ପ୍ରତ୍ୟେକ ପ୍ରାଣୀର ଭୂମିକା ଅଛି । ଗୋଟିଏ ପ୍ରଜାତି ଲୋପ ପାଇଲେ ସମଗ୍ର ଖାଦ୍ୟ ଶୃଙ୍ଖଳା ପ୍ରଭାବିତ ହୁଏ । ଆମେ ଯଦି ଏବେ ବି ସଚେତନ ନହେବା ତେବେ ଆଗାମୀ ପିଢି ବନ୍ୟପ୍ରାଣୀଙ୍କୁ କେବଳ ଫଟୋରେ ଦେଖିବେ । ବନ୍ୟପ୍ରାଣୀଙ୍କ ପାଳି ଶେଷ ହେଉଛି, ଏବେ ଆମ ପାଳି । ମଣିଷ ଯଦି ପ୍ରକୃତିକୁ ଧ୍ୱଂସ କରେ ତେବେ ପ୍ରକୃତି ମଧ୍ୟ ମଣିଷକୁ କ୍ଷମା କରିବ ନାହିଁ । ଜଳବାୟୁ ପରିବର୍ତ୍ତନ, ବନ୍ୟା, ମରୁଡି ଆଦି ପ୍ରାକୃତିକ ବିପର୍ଯ୍ୟୟ ତାହାର ପ୍ରମାଣ । ତେଣୁ ସମୟ ଥାଉ ଥାଉ ଆମେ ସଜାଗ ହେବା ଏବଂ ଜଙ୍ଗଲ ଓ ବନ୍ୟପ୍ରାଣୀଙ୍କ ସୁରକ୍ଷା ପାଇଁ ଆଗେଇ ଆସିବା ।: [1140, 95, 1492, 908]
contact-address: ବି-୧୫, ରସୁଲଗଡ଼ ଶିଳ୍ପାଞ୍ଚଳ, ଭୁବନେଶ୍ୱର-୭୫୧୦୧୦: [1198, 2068, 1446, 2082]
contact-email1[interactable]: E-mail:dharitripress@gmail.com: [1186, 2112, 1458, 2130]
sudoku-prev-cell: 5: [273, 2218, 291, 2239]
pachisha-item: • ତାମିଲନାଡୁରେ ସଂପ୍ରସାରିତ ମନ୍ତ୍ରୀମଣ୍ଡଳରେ ୧୪ ଜଣ ନୂଆ ମନ୍ତ୍ରୀ: [22, 1674, 366, 1690]
sudoku-prev-cell: 8: [330, 2196, 348, 2218]
sudoku-prev-cell: 3: [197, 2304, 216, 2326]
sudoku-prev-cell: 8: [197, 2218, 216, 2239]
sudoku-cell[interactable]: [130, 1909, 168, 1959]
sudoku-prev-cell: 7: [197, 2196, 216, 2218]
pathaka-body1: ସମ୍ପ୍ରତି ରାଜ୍ୟରେ ଆଇନ ଶୃଙ୍ଖଳା ପରିସ୍ଥିତି ଏକ ଗୁରୁତର ପ୍ରସଙ୍ଗ ହୋଇ ଛିଡା ହୋଇଛି । ବହୁ ସ୍ଥାନରେ ଚୋରି, ଡକାୟତି ଓ ଲୁଟ ଘଟଣା ବଢିଚାଲିଛି । ପୋଲିସ ବିଭାଗରେ କର୍ମଚାରୀଙ୍କ ଅଭାବ ପୂରଣ ପାଇଁ ସରକାର ଯଥାଶୀଘ୍ର ପଦକ୍ଷେପ ନେବା ଉଚିତ୍ ।: [780, 1908, 1136, 1980]
police-job-body: ମହାଶୟ, ଆମ ଅଞ୍ଚଳରେ ସମସ୍ତ ଷ୍ଟକ, ରୋଗୀଙ୍କ ପରିବାରବର୍ଗଙ୍କ ଅତ୍ୟଧିକ ଦୁଃଖ ଦେଖିବାକୁ ମିଳୁଛି । ପୋଲିସ ଚାକିରି ପାଇଁ ନିଯୁକ୍ତି ପ୍ରକ୍ରିୟାରେ ଅନେକ ଅନିୟମିତତା ହେଉଥିବା ଅଭିଯୋଗ ହୋଇଛି । ଦୂର ଦୂରାନ୍ତରୁ ଆସିଥିବା ପ୍ରାର୍ଥୀମାନେ ଦିନ ଦିନ ଧରି ଅପେକ୍ଷା କରିବାକୁ ପଡୁଛି । ଶାରୀରିକ ପରୀକ୍ଷା ସମୟରେ ପର୍ଯ୍ୟାପ୍ତ ପାନୀୟ ଜଳ ଓ ଚିକିତ୍ସା ସୁବିଧା ନଥିବାରୁ ଅନେକ ପ୍ରାର୍ଥୀ ଅସୁସ୍ଥ ହୋଇପଡୁଛନ୍ତି । ଦୌଡ ପରୀକ୍ଷାରେ କିଛି ପ୍ରାର୍ଥୀଙ୍କ ମୃତ୍ୟୁ ମଧ୍ୟ ହୋଇଛି ଯାହା ଅତ୍ୟନ୍ତ ଦୁଃଖଦ । ନିଯୁକ୍ତି ବୋର୍ଡ ଏ ଦିଗରେ ଧ୍ୟାନ ଦେଇ ପ୍ରାର୍ଥୀଙ୍କ ସୁରକ୍ଷା ଓ ସୁବିଧା ସୁନିଶ୍ଚିତ କରନ୍ତୁ । ମଧ୍ୟସ୍ଥିମାନଙ୍କ ଦୌରାତ୍ମ୍ୟ ରୋକିବା ପାଇଁ ସମଗ୍ର ପ୍ରକ୍ରିୟା ସ୍ୱଚ୍ଛ ଓ ଅନଲାଇନ କରାଯିବା ଉଚିତ୍ । ଗରିବ ଓ ମେଧାବୀ ପ୍ରାର୍ଥୀମାନେ ଯେପରି ଠକାମିର ଶିକାର ନହୁଅନ୍ତି ସେଥିପ୍ରତି ସରକାର ଦୃଷ୍ଟି ଦିଅନ୍ତୁ । ଏଥିସହ ପୋଲିସ କର୍ମଚାରୀଙ୍କ କାର୍ଯ୍ୟ ଘଣ୍ଟା ନିର୍ଦ୍ଧାରଣ, ଛୁଟି ଓ ଆବାସ ସୁବିଧା ଉପରେ ମଧ୍ୟ ଧ୍ୟାନ ଦେବା ଆବଶ୍ୟକ । ଅତ୍ୟଧିକ କାର୍ଯ୍ୟଚାପ ଯୋଗୁଁ ଅନେକ କର୍ମଚାରୀ ମାନସିକ ଚାପରେ ରହୁଛନ୍ତି । କେତେକ ଆତ୍ମହତ୍ୟା ଭଳି ଚରମ ପଦକ୍ଷେପ ମଧ୍ୟ ନେଉଛନ୍ତି ।: [392, 1880, 762, 2161]
sudoku-cell[interactable]: [204, 2008, 242, 2058]
sudoku-cell[interactable]: 2: [18, 1909, 56, 1959]
sudoku-cell[interactable]: [242, 1859, 280, 1909]
sudoku-prev-cell: 4: [234, 2196, 253, 2218]
editorial-col-2: [760, 190, 1120, 736]
sudoku-title: ସୁ-ଡୋ-କୁ: [172, 1694, 368, 1746]
sudoku-prev-cell: 9: [348, 2261, 367, 2283]
sudoku-cell[interactable]: [168, 1760, 205, 1810]
sudoku-cell[interactable]: [280, 2008, 317, 2058]
sudoku-cell[interactable]: [168, 1859, 205, 1909]
